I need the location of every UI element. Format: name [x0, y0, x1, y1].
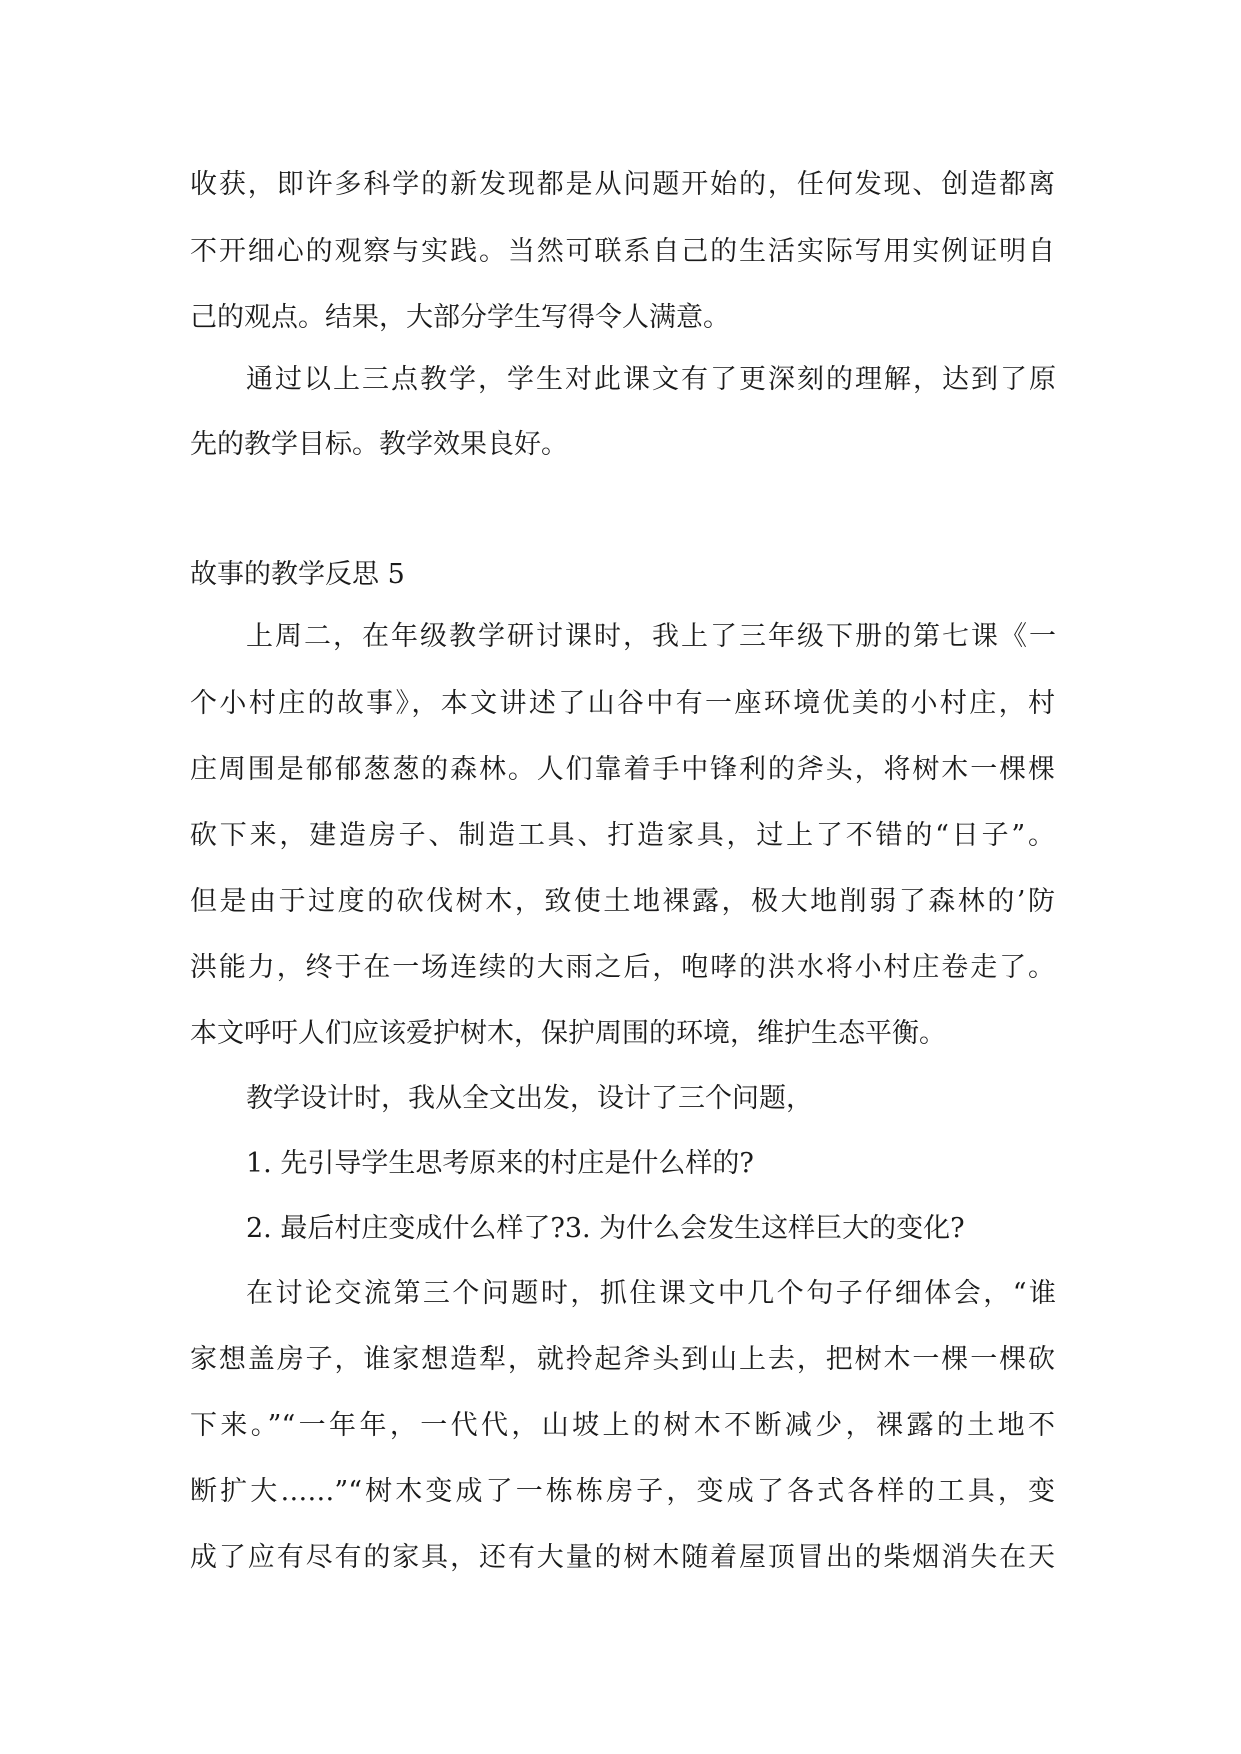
text-line: 教学设计时，我从全文出发，设计了三个问题，: [246, 1083, 813, 1114]
text-line: 砍下来，建造房子、制造工具、打造家具，过上了不错的“日子”。: [190, 820, 1055, 851]
text-line: 上周二，在年级教学研讨课时，我上了三年级下册的第七课《一: [246, 621, 1056, 652]
section-title: 故事的教学反思 5: [190, 559, 405, 590]
text-line: 通过以上三点教学，学生对此课文有了更深刻的理解，达到了原: [246, 364, 1056, 395]
text-line: 家想盖房子，谁家想造犁，就拎起斧头到山上去，把树木一棵一棵砍: [190, 1344, 1055, 1375]
text-line: 成了应有尽有的家具，还有大量的树木随着屋顶冒出的柴烟消失在天: [190, 1542, 1055, 1573]
text-line: 本文呼吁人们应该爱护树木，保护周围的环境，维护生态平衡。: [190, 1018, 946, 1049]
text-line: 收获，即许多科学的新发现都是从问题开始的，任何发现、创造都离: [190, 169, 1055, 200]
text-line: 不开细心的观察与实践。当然可联系自己的生活实际写用实例证明自: [190, 236, 1055, 267]
text-line: 在讨论交流第三个问题时，抓住课文中几个句子仔细体会，“谁: [246, 1278, 1056, 1309]
text-line: 断扩大……”“树木变成了一栋栋房子，变成了各式各样的工具，变: [190, 1476, 1055, 1507]
list-item: 2. 最后村庄变成什么样了?3. 为什么会发生这样巨大的变化?: [246, 1213, 965, 1244]
list-item: 1. 先引导学生思考原来的村庄是什么样的?: [246, 1148, 754, 1179]
text-line: 洪能力，终于在一场连续的大雨之后，咆哮的洪水将小村庄卷走了。: [190, 952, 1055, 983]
text-line: 己的观点。结果，大部分学生写得令人满意。: [190, 302, 730, 333]
text-line: 先的教学目标。教学效果良好。: [190, 429, 568, 460]
text-line: 下来。”“一年年，一代代，山坡上的树木不断减少，裸露的土地不: [190, 1410, 1055, 1441]
text-line: 庄周围是郁郁葱葱的森林。人们靠着手中锋利的斧头，将树木一棵棵: [190, 754, 1055, 785]
text-line: 个小村庄的故事》，本文讲述了山谷中有一座环境优美的小村庄，村: [190, 688, 1055, 719]
text-line: 但是由于过度的砍伐树木，致使土地裸露，极大地削弱了森林的’防: [190, 886, 1055, 917]
